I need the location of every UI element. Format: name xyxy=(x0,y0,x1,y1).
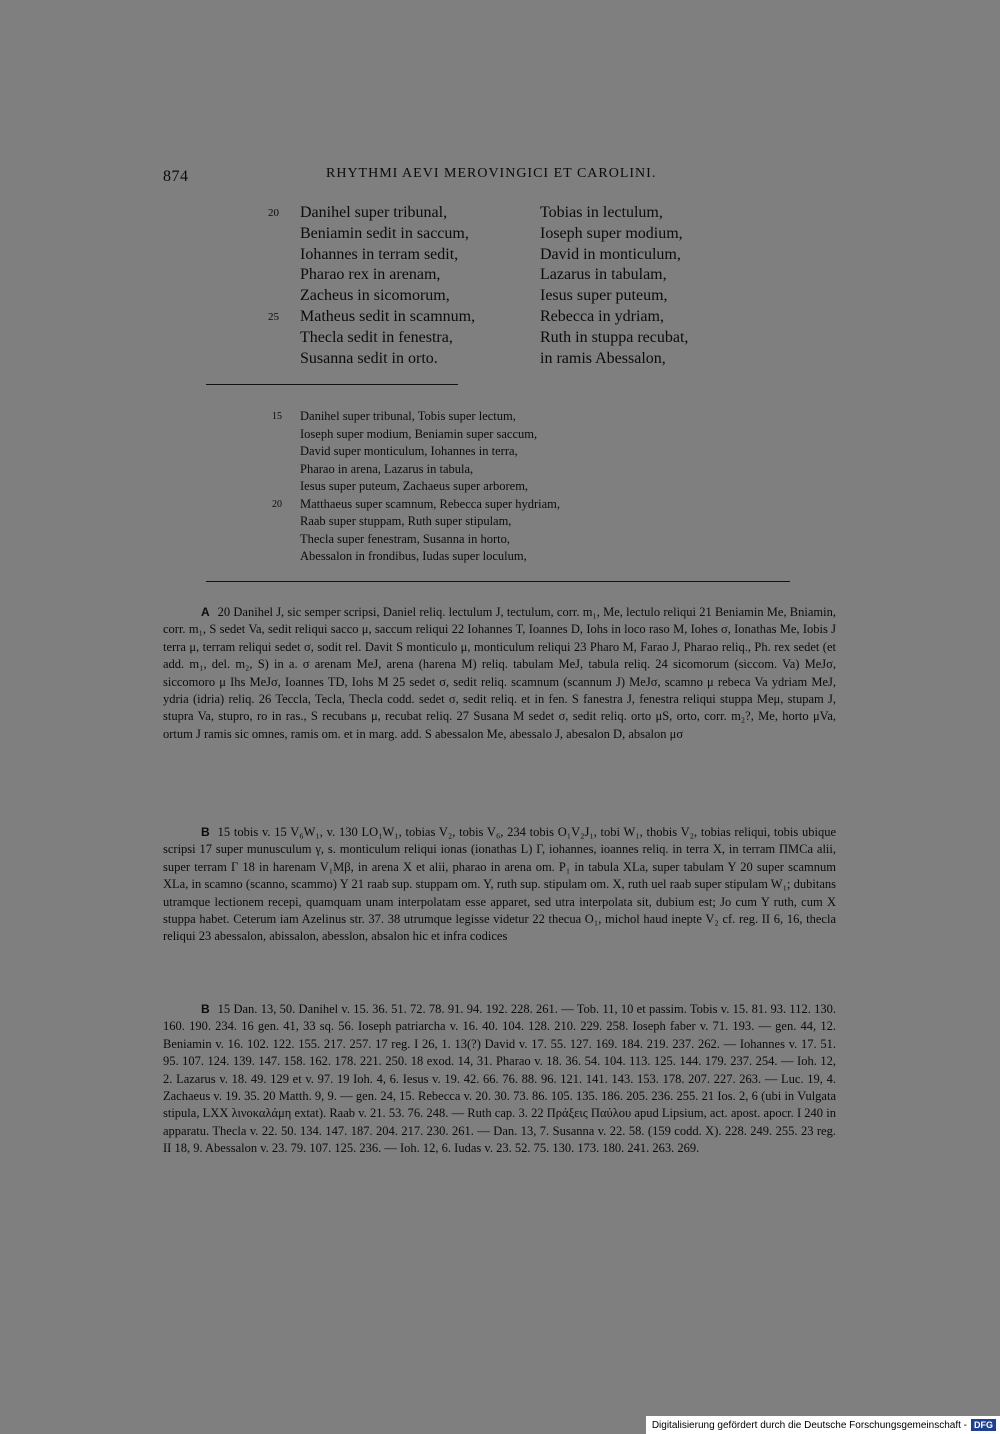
verse-line: Thecla super fenestram, Susanna in horto, xyxy=(300,531,511,546)
poem-line: in ramis Abessalon, xyxy=(540,349,666,367)
poem-line: Pharao rex in arenam, xyxy=(300,266,441,284)
line-number: 20 xyxy=(272,498,282,510)
poem-line: Beniamin sedit in saccum, xyxy=(300,224,469,242)
line-number xyxy=(268,349,279,370)
apparatus-sigla: A xyxy=(201,605,210,619)
line-number: 15 xyxy=(272,411,282,422)
apparatus-sigla: B xyxy=(201,825,210,839)
line-number xyxy=(272,548,282,566)
version-b-line-numbers xyxy=(272,408,282,566)
line-number xyxy=(268,245,279,266)
verse-line: Ioseph super modium, Beniamin super saccum, xyxy=(300,426,538,441)
dfg-logo: DFG xyxy=(971,1419,996,1431)
verse-line: David super monticulum, Iohannes in terra, xyxy=(300,444,518,458)
line-number xyxy=(272,478,282,496)
apparatus-a xyxy=(163,604,836,743)
funding-footer xyxy=(646,1416,1000,1434)
poem-divider xyxy=(206,384,458,385)
line-number xyxy=(272,461,282,479)
running-title: RHYTHMI AEVI MEROVINGICI ET CAROLINI. xyxy=(326,166,657,181)
apparatus-text: 20 Danihel J, sic semper scripsi, Daniel reliq. lectulum J, tectulum, corr. m₁, Me, lectulo reliqui 21 Beniamin Me, Bniamin, corr. m₁, S sedet Va, sedit reliqui sacco μ, saccum reliqui 22 Iohannes T, Ioannes D, Iohs in loco raso M, Iohes σ, Ionathas Me, Iobis J terra μ, terram reliqui sedet σ, sodit rel. Davit S monticulo μ, monticulum reliqui 23 Pharo M, Farao J, Pharao reliq., Ph. rex sedet (et add. m₁, del. m₂, S) in a. σ arenam MeJ, arena (harena M) reliq. tabulam MeJ, tabula reliq. 24 sicomorum (siccom. Va) MeJσ, siccomoro μ Ihs MeJσ, Ioannes TD, Iohs M 25 sedet σ, sedit reliq. scamnum (scannum J) MeJσ, scamno μ rebeca Va ydriam MeJ, ydria (idria) reliq. 26 Teccla, Tecla, Thecla codd. sedet σ, sedit reliq. et in fen. S fanestra J, fenestra reliqui stuppa Meμ, stupam J, stupra Va, stupro, ro in ras., S recubans μ, recubat reliq. 27 Susana M sedet σ, sedit reliq. orto μS, orto, corr. m₂?, Me, horto μVa, ortum J ramis sic omnes, ramis om. et in marg. add. S abessalon Me, abessalo J, abesalon D, absalon μσ xyxy=(163,605,836,741)
verse-line: Raab super stuppam, Ruth super stipulam, xyxy=(300,514,512,528)
poem-line: Rebecca in ydriam, xyxy=(540,307,664,325)
poem-line: David in monticulum, xyxy=(540,245,681,263)
line-number: 25 xyxy=(268,310,279,323)
line-number xyxy=(268,286,279,307)
verse-line: Iesus super puteum, Zachaeus super arborem, xyxy=(300,479,529,493)
verse-line: Matthaeus super scamnum, Rebecca super hydriam, xyxy=(300,496,560,511)
line-number xyxy=(268,328,279,349)
apparatus-sources xyxy=(163,1001,836,1158)
verse-line: Abessalon in frondibus, Iudas super loculum, xyxy=(300,549,527,563)
poem-line-numbers xyxy=(268,203,279,369)
line-number xyxy=(268,265,279,286)
poem-line: Danihel super tribunal, xyxy=(300,204,448,221)
poem-line: Ruth in stuppa recubat, xyxy=(540,328,689,346)
poem-line: Thecla sedit in fenestra, xyxy=(300,328,453,346)
verse-line: Danihel super tribunal, Tobis super lectum, xyxy=(300,409,516,423)
poem-line: Iesus super puteum, xyxy=(540,287,668,305)
line-number xyxy=(272,513,282,531)
poem-line: Tobias in lectulum, xyxy=(540,204,663,221)
poem-line: Iohannes in terram sedit, xyxy=(300,245,459,263)
poem-left-column xyxy=(300,203,475,369)
footer-text: Digitalisierung gefördert durch die Deutsche Forschungsgemeinschaft - xyxy=(651,1419,967,1431)
line-number xyxy=(268,224,279,245)
poem-line: Matheus sedit in scamnum, xyxy=(300,307,476,325)
poem-line: Lazarus in tabulam, xyxy=(540,266,667,284)
line-number xyxy=(272,531,282,549)
version-b-text xyxy=(300,408,560,566)
line-number xyxy=(272,443,282,461)
line-number xyxy=(272,426,282,444)
apparatus-b xyxy=(163,824,836,946)
page-number: 874 xyxy=(163,168,189,185)
poem-line: Susanna sedit in orto. xyxy=(300,349,438,367)
apparatus-sigla: B xyxy=(201,1002,210,1016)
verse-line: Pharao in arena, Lazarus in tabula, xyxy=(300,461,474,476)
poem-line: Ioseph super modium, xyxy=(540,224,683,242)
line-number: 20 xyxy=(268,207,279,219)
apparatus-text: 15 tobis v. 15 V₆W₁, v. 130 LO₁W₁, tobias V₂, tobis V₆, 234 tobis O₁V₂J₁, tobi W₁, thobis V₂, tobias reliqui, tobis ubique scripsi 17 super munusculum γ, s. monticulum reliqui ionas (ionathas L) Γ, iohannes, ioannes reliq. in terra X, in terram ΠMCa alii, super terram Γ 18 in harenam V₁Mβ, in arena X et alii, pharao in arena om. P₁ in tabula XLa, super tabulam Y 20 super scamnum XLa, in scamno (scanno, scammo) Y 21 raab sup. stuppam om. Y, ruth sup. stipulam om. X, ruth uel raab super stipulam W₁; dubitans utramque lectionem recepi, quamquam unam interpolatam esse apparet, sed utra interpolata sit, dubium est; Jo cum Y ruth, cum X stuppa habet. Ceterum iam Azelinus str. 37. 38 utrumque legisse videtur 22 thecua O₁, michol haud inepte V₂ cf. reg. II 6, 16, thecla reliqui 23 abessalon, abissalon, abesslon, absalon hic et infra codices xyxy=(163,825,836,944)
apparatus-text: 15 Dan. 13, 50. Danihel v. 15. 36. 51. 72. 78. 91. 94. 192. 228. 261. — Tob. 11, 10 et passim. Tobis v. 15. 81. 93. 112. 130. 160. 190. 234. 16 gen. 41, 33 sq. 56. Ioseph patriarcha v. 16. 40. 104. 128. 210. 229. 258. Ioseph faber v. 71. 193. — gen. 44, 12. Beniamin v. 16. 102. 122. 155. 217. 257. 17 reg. I 26, 1. 13(?) David v. 17. 55. 127. 169. 184. 219. 237. 262. — Iohannes v. 17. 51. 95. 107. 124. 139. 147. 158. 162. 178. 221. 250. 18 exod. 14, 31. Pharao v. 18. 36. 54. 104. 113. 125. 144. 179. 237. 254. — Ioh. 12, 2. Lazarus v. 18. 49. 129 et v. 97. 19 Ioh. 4, 6. Iesus v. 19. 42. 66. 76. 88. 96. 121. 141. 143. 153. 178. 207. 227. 263. — Luc. 19, 4. Zachaeus v. 19. 35. 20 Matth. 9, 9. — gen. 24, 15. Rebecca v. 20. 30. 73. 86. 105. 135. 186. 205. 236. 255. 21 Ios. 2, 6 (ubi in Vulgata stipula, LXX λινοκαλάμη extat). Raab v. 21. 53. 76. 248. — Ruth cap. 3. 22 Πράξεις Παύλου apud Lipsium, act. apost. apocr. I 240 in apparatu. Thecla v. 22. 50. 134. 147. 187. 204. 217. 230. 261. — Dan. 13, 7. Susanna v. 22. 58. (159 codd. X). 228. 249. 255. 23 reg. II 18, 9. Abessalon v. 23. 79. 107. 125. 236. — Ioh. 12, 6. Iudas v. 23. 52. 75. 130. 173. 180. 241. 263. 269. xyxy=(163,1002,836,1156)
apparatus-divider xyxy=(206,581,790,582)
poem-right-column xyxy=(540,203,688,369)
poem-line: Zacheus in sicomorum, xyxy=(300,287,450,305)
